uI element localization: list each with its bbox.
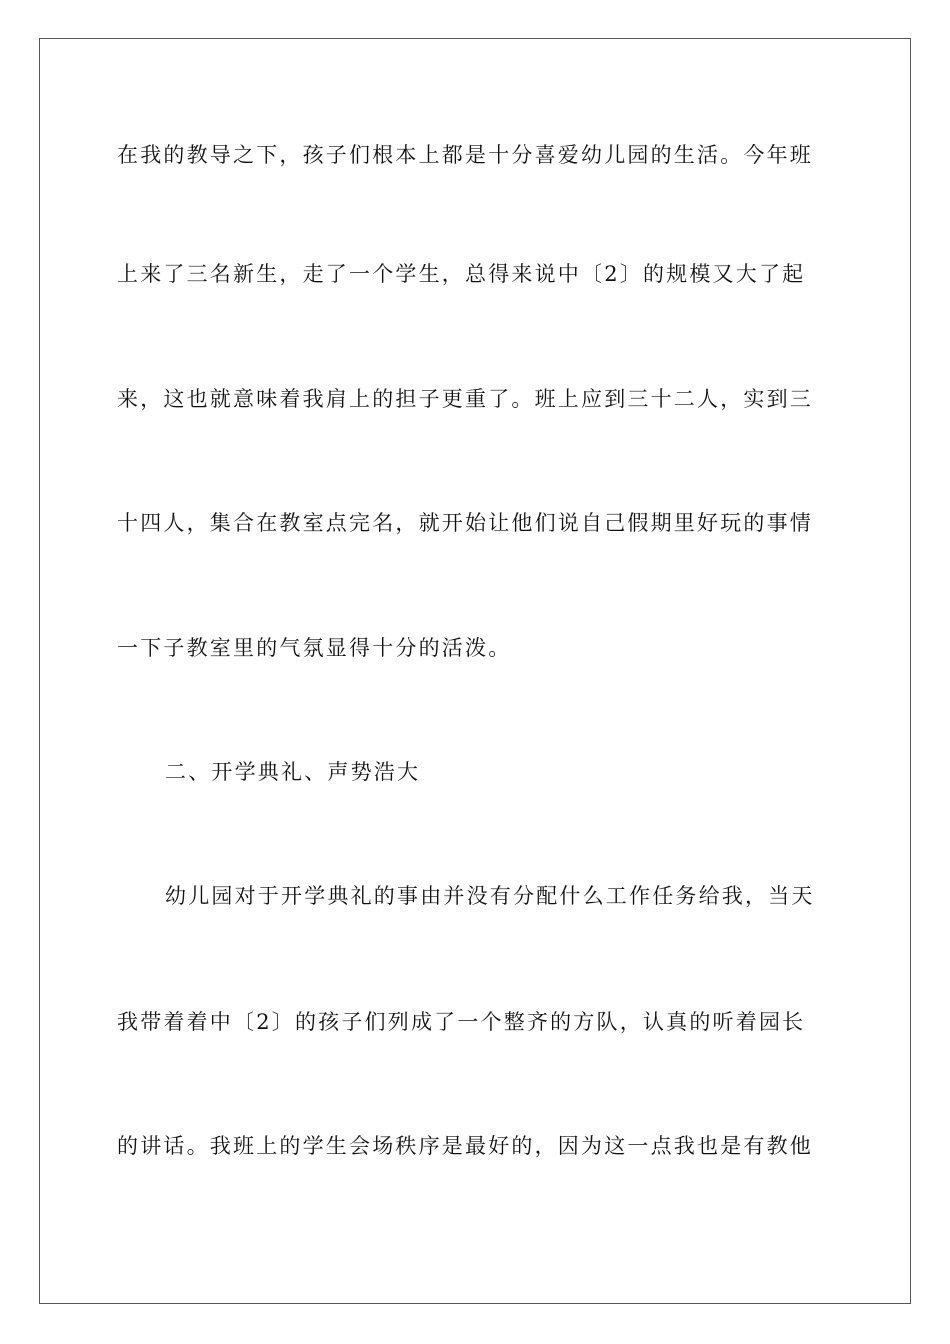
section-heading: 二、开学典礼、声势浩大 bbox=[165, 760, 421, 784]
text-line-1: 在我的教导之下，孩子们根本上都是十分喜爱幼儿园的生活。今年班 bbox=[117, 143, 813, 167]
text-line-7: 幼儿园对于开学典礼的事由并没有分配什么工作任务给我，当天 bbox=[165, 884, 815, 908]
text-line-8: 我带着着中〔2〕的孩子们列成了一个整齐的方队，认真的听着园长 bbox=[117, 1010, 806, 1034]
text-line-2: 上来了三名新生，走了一个学生，总得来说中〔2〕的规模又大了起 bbox=[117, 262, 806, 286]
text-line-5: 一下子教室里的气氛显得十分的活泼。 bbox=[117, 636, 512, 660]
page-border bbox=[39, 38, 911, 1304]
text-line-3: 来，这也就意味着我肩上的担子更重了。班上应到三十二人，实到三 bbox=[117, 387, 813, 411]
text-line-4: 十四人，集合在教室点完名，就开始让他们说自己假期里好玩的事情 bbox=[117, 511, 813, 535]
text-line-9: 的讲话。我班上的学生会场秩序是最好的，因为这一点我也是有教他 bbox=[117, 1134, 813, 1158]
